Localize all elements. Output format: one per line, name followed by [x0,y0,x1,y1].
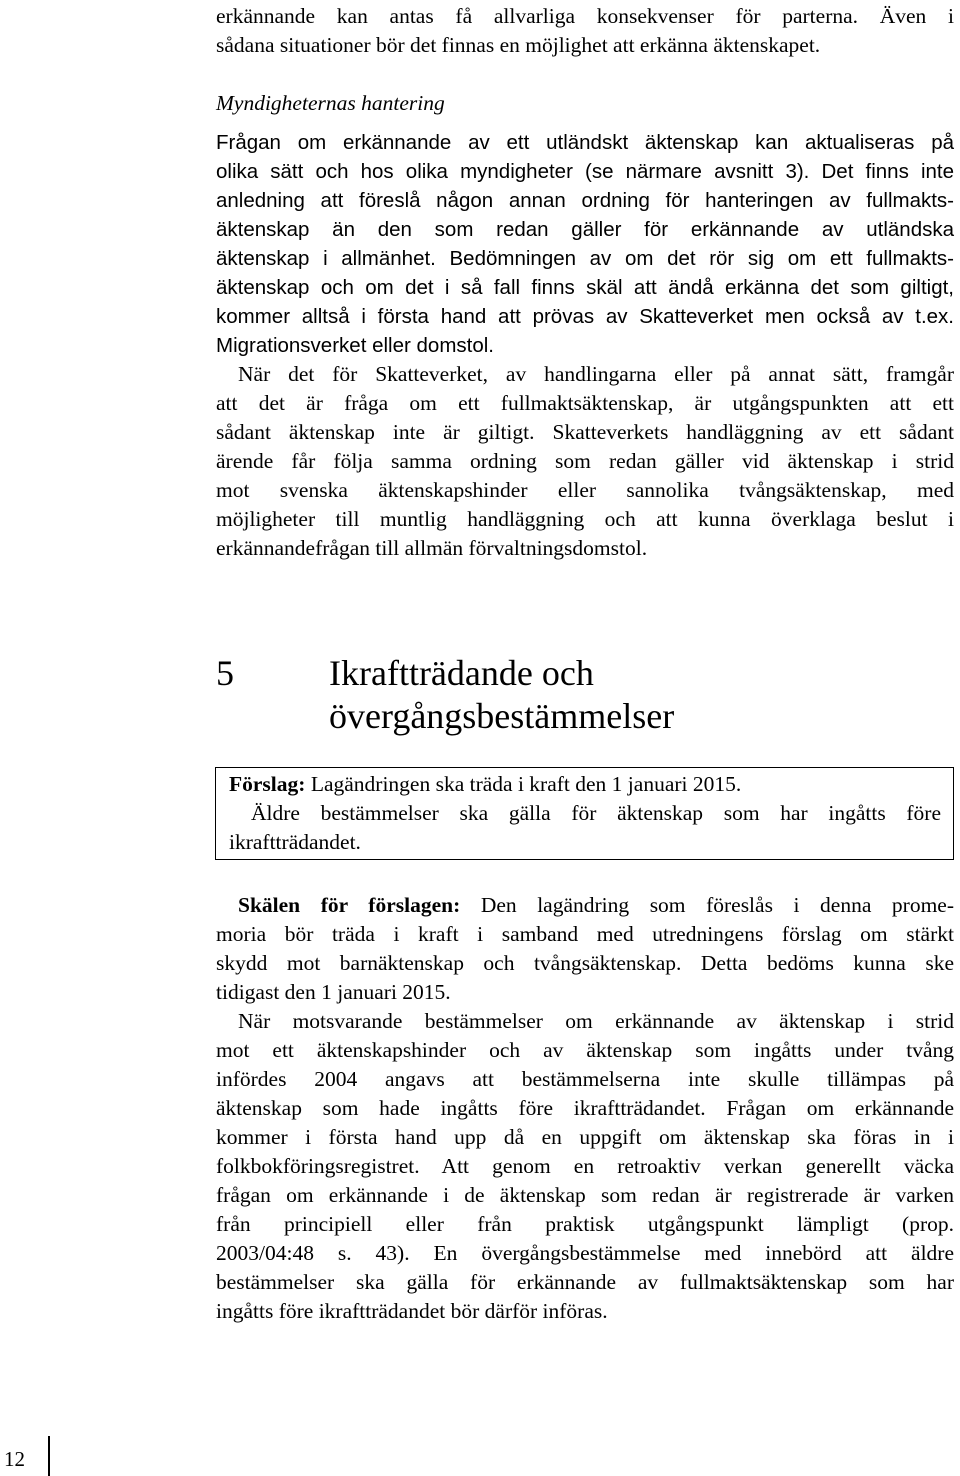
body-line: folkbokföringsregistret. Att genom en retroaktiv verkan generellt väcka [216,1154,954,1178]
body-line: kommer alltså i första hand att prövas av Skatteverket men också av t.ex. [216,305,954,328]
body-line: erkännandefrågan till allmän förvaltningsdomstol. [216,536,648,560]
body-line: äktenskap i allmänhet. Bedömningen av om det rör sig om ett fullmakts- [216,247,954,270]
body-line: ingåtts före ikraftträdandet bör därför införas. [216,1299,608,1323]
chapter-number: 5 [216,653,234,693]
proposal-line: Äldre bestämmelser ska gälla för äktenskap som har ingåtts före [251,801,941,825]
body-line: anledning att föreslå någon annan ordning för hanteringen av fullmakts- [216,189,954,212]
body-line: från principiell eller från praktisk utgångspunkt lämpligt (prop. [216,1212,954,1236]
body-line: 2003/04:48 s. 43). En övergångsbestämmelse med innebörd att äldre [216,1241,954,1265]
proposal-box [215,767,954,860]
body-line: tidigast den 1 januari 2015. [216,980,451,1004]
proposal-text: Lagändringen ska träda i kraft den 1 januari 2015. [305,772,742,796]
body-line: Migrationsverket eller domstol. [216,334,494,357]
body-line: Frågan om erkännande av ett utländskt äktenskap kan aktualiseras på [216,131,954,154]
chapter-title: Ikraftträdande och [329,653,594,693]
body-line: äktenskap än den som redan gäller för erkännande av utländska [216,218,954,241]
body-line: äktenskap som hade ingåtts före ikraftträdandet. Frågan om erkännande [216,1096,954,1120]
body-line: mot svenska äktenskapshinder eller sannolika tvångsäktenskap, med [216,478,954,502]
body-line: När motsvarande bestämmelser om erkännande av äktenskap i strid [238,1009,954,1033]
body-line: skydd mot barnäktenskap och tvångsäktenskap. Detta bedöms kunna ske [216,951,954,975]
chapter-title: övergångsbestämmelser [329,696,675,736]
reasons-text: Den lagändring som föreslås i denna prome- [460,893,955,917]
body-line: frågan om erkännande i de äktenskap som redan är registrerade är varken [216,1183,954,1207]
body-line: kommer i första hand upp då en uppgift om äktenskap ska föras in i [216,1125,954,1149]
body-line: mot ett äktenskapshinder och av äktenskap som ingåtts under tvång [216,1038,954,1062]
body-line: olika sätt och hos olika myndigheter (se närmare avsnitt 3). Det finns inte [216,160,954,183]
body-line: moria bör träda i kraft i samband med utredningens förslag om stärkt [216,922,954,946]
body-line: möjligheter till muntlig handläggning och att kunna överklaga beslut i [216,507,954,531]
body-line: infördes 2004 angavs att bestämmelserna inte skulle tillämpas på [216,1067,954,1091]
reasons-line [216,891,954,920]
body-line: sådant äktenskap inte är giltigt. Skatteverkets handläggning av ett sådant [216,420,954,444]
body-line: att det är fråga om ett fullmaktsäktenskap, är utgångspunkten att ett [216,391,954,415]
body-line: När det för Skatteverket, av handlingarna eller på annat sätt, framgår [238,362,954,386]
intro-line: erkännande kan antas få allvarliga konsekvenser för parterna. Även i [216,4,954,28]
intro-line: sådana situationer bör det finnas en möjlighet att erkänna äktenskapet. [216,33,821,57]
body-line: äktenskap och om det i så fall finns skäl att ändå erkänna det som giltigt, [216,276,954,299]
proposal-label: Förslag: [229,772,306,796]
page-number: 12 [4,1447,25,1471]
section-heading: Myndigheternas hantering [216,91,445,115]
proposal-line: ikraftträdandet. [229,830,361,854]
body-line: ärende får följa samma ordning som redan gäller vid äktenskap i strid [216,449,954,473]
proposal-line [229,770,941,799]
body-line: bestämmelser ska gälla för erkännande av fullmaktsäktenskap som har [216,1270,954,1294]
margin-rule [48,1436,50,1476]
reasons-label: Skälen för förslagen: [238,893,461,917]
